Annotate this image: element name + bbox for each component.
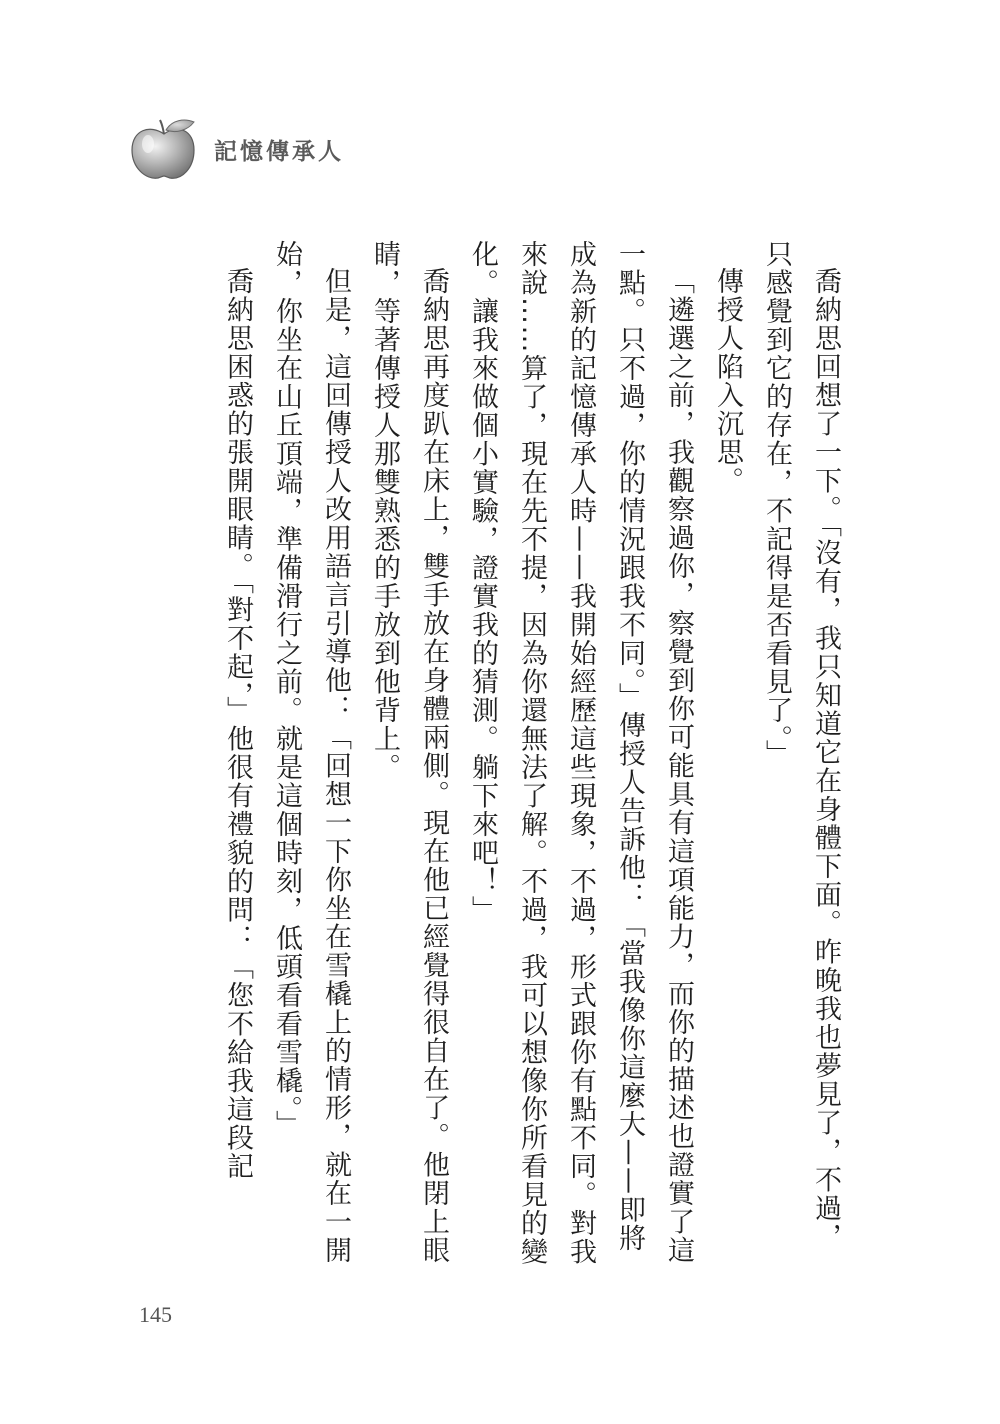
apple-icon [128, 116, 200, 182]
page-header [128, 114, 344, 184]
paragraph: 喬納思再度趴在床上，雙手放在身體兩側。現在他已經覺得很自在了。他閉上眼睛，等著傳授人那雙熟悉的手放到他背上。 [369, 240, 449, 1265]
paragraph: 「遴選之前，我觀察過你，察覺到你可能具有這項能力，而你的描述也證實了這一點。只不過，你的情況跟我不同。」傳授人告訴他：「當我像你這麼大——即將成為新的記憶傳承人時——我開始經歷這些現象，不過，形式跟你有點不同。對我來說……算了，現在先不提，因為你還無法了解。不過，我可以想像你所看見的變化。讓我來做個小實驗，證實我的猜測。躺下來吧！」 [467, 240, 694, 1266]
paragraph: 喬納思回想了一下。「沒有，我只知道它在身體下面。昨晚我也夢見了，不過，只感覺到它的存在，不記得是否看見了。」 [761, 240, 841, 1251]
paragraph: 喬納思困惑的張開眼睛。「對不起，」他很有禮貌的問：「您不給我這段記 [222, 267, 253, 1181]
book-title: 記憶傳承人 [214, 138, 344, 165]
paragraph: 但是，這回傳授人改用語言引導他：「回想一下你坐在雪橇上的情形，就在一開始，你坐在山丘頂端，準備滑行之前。就是這個時刻，低頭看看雪橇。」 [271, 240, 351, 1265]
paragraph: 傳授人陷入沉思。 [712, 267, 743, 495]
page-number: 145 [139, 1302, 172, 1327]
body-text [130, 240, 850, 1270]
